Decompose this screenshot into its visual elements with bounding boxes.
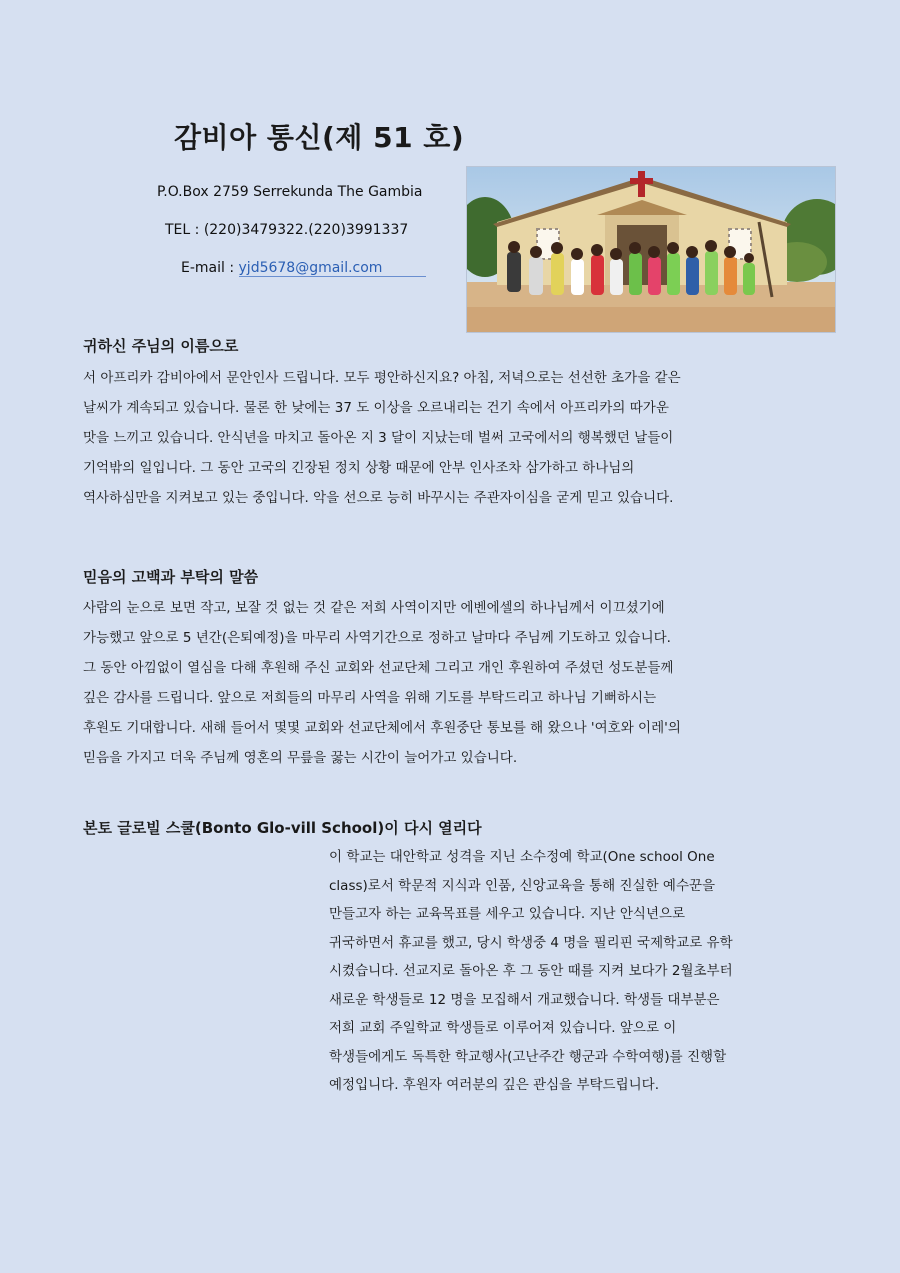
church-photo — [466, 166, 836, 333]
paragraph-line: 후원도 기대합니다. 새해 들어서 몇몇 교회와 선교단체에서 후원중단 통보를 해 왔으나 '여호와 이레'의 — [83, 720, 681, 736]
section-heading-greeting: 귀하신 주님의 이름으로 — [83, 337, 239, 355]
paragraph-line: 예정입니다. 후원자 여러분의 깊은 관심을 부탁드립니다. — [329, 1077, 659, 1093]
paragraph-line: 그 동안 아낌없이 열심을 다해 후원해 주신 교회와 선교단체 그리고 개인 후원하여 주셨던 성도분들께 — [83, 660, 674, 676]
paragraph-line: 맛을 느끼고 있습니다. 안식년을 마치고 돌아온 지 3 달이 지났는데 벌써 고국에서의 행복했던 날들이 — [83, 430, 674, 446]
section-body-school — [329, 843, 733, 1100]
paragraph-line: 만들고자 하는 교육목표를 세우고 있습니다. 지난 안식년으로 — [329, 906, 686, 922]
email-link[interactable]: yjd5678@gmail.com — [239, 260, 427, 277]
email-label: E-mail : — [181, 260, 239, 276]
section-heading-confession: 믿음의 고백과 부탁의 말씀 — [83, 568, 259, 586]
paragraph-line: 날씨가 계속되고 있습니다. 물론 한 낮에는 37 도 이상을 오르내리는 건기 속에서 아프리카의 따가운 — [83, 400, 669, 416]
paragraph-line: 사람의 눈으로 보면 작고, 보잘 것 없는 것 같은 저희 사역이지만 에벤에셀의 하나님께서 이끄셨기에 — [83, 600, 665, 616]
paragraph-line: 이 학교는 대안학교 성격을 지닌 소수정예 학교(One school One — [329, 849, 715, 865]
section-body-confession — [83, 593, 681, 773]
paragraph-line: 기억밖의 일입니다. 그 동안 고국의 긴장된 정치 상황 때문에 안부 인사조차 삼가하고 하나님의 — [83, 460, 635, 476]
paragraph-line: 서 아프리카 감비아에서 문안인사 드립니다. 모두 평안하신지요? 아침, 저녁으로는 선선한 초가을 같은 — [83, 370, 681, 386]
paragraph-line: 저희 교회 주일학교 학생들로 이루어져 있습니다. 앞으로 이 — [329, 1020, 677, 1036]
church-photo-illustration — [467, 167, 835, 332]
paragraph-line: class)로서 학문적 지식과 인품, 신앙교육을 통해 진실한 예수꾼을 — [329, 877, 716, 894]
postal-address: P.O.Box 2759 Serrekunda The Gambia — [157, 184, 423, 200]
telephone: TEL : (220)3479322.(220)3991337 — [165, 222, 409, 238]
paragraph-line: 믿음을 가지고 더욱 주님께 영혼의 무릎을 꿇는 시간이 늘어가고 있습니다. — [83, 750, 518, 766]
email-line — [181, 260, 426, 276]
paragraph-line: 깊은 감사를 드립니다. 앞으로 저희들의 마무리 사역을 위해 기도를 부탁드리고 하나님 기뻐하시는 — [83, 690, 657, 706]
paragraph-line: 역사하심만을 지켜보고 있는 중입니다. 악을 선으로 능히 바꾸시는 주관자이심을 굳게 믿고 있습니다. — [83, 490, 674, 506]
paragraph-line: 가능했고 앞으로 5 년간(은퇴예정)을 마무리 사역기간으로 정하고 날마다 주님께 기도하고 있습니다. — [83, 630, 671, 646]
paragraph-line: 새로운 학생들로 12 명을 모집해서 개교했습니다. 학생들 대부분은 — [329, 991, 720, 1008]
section-body-greeting — [83, 363, 681, 513]
section-heading-school: 본토 글로빌 스쿨(Bonto Glo-vill School)이 다시 열리다 — [83, 819, 482, 837]
paragraph-line: 귀국하면서 휴교를 했고, 당시 학생중 4 명을 필리핀 국제학교로 유학 — [329, 934, 733, 951]
newsletter-title: 감비아 통신(제 51 호) — [174, 121, 465, 154]
paragraph-line: 학생들에게도 독특한 학교행사(고난주간 행군과 수학여행)를 진행할 — [329, 1048, 727, 1065]
paragraph-line: 시켰습니다. 선교지로 돌아온 후 그 동안 때를 지켜 보다가 2월초부터 — [329, 963, 733, 979]
